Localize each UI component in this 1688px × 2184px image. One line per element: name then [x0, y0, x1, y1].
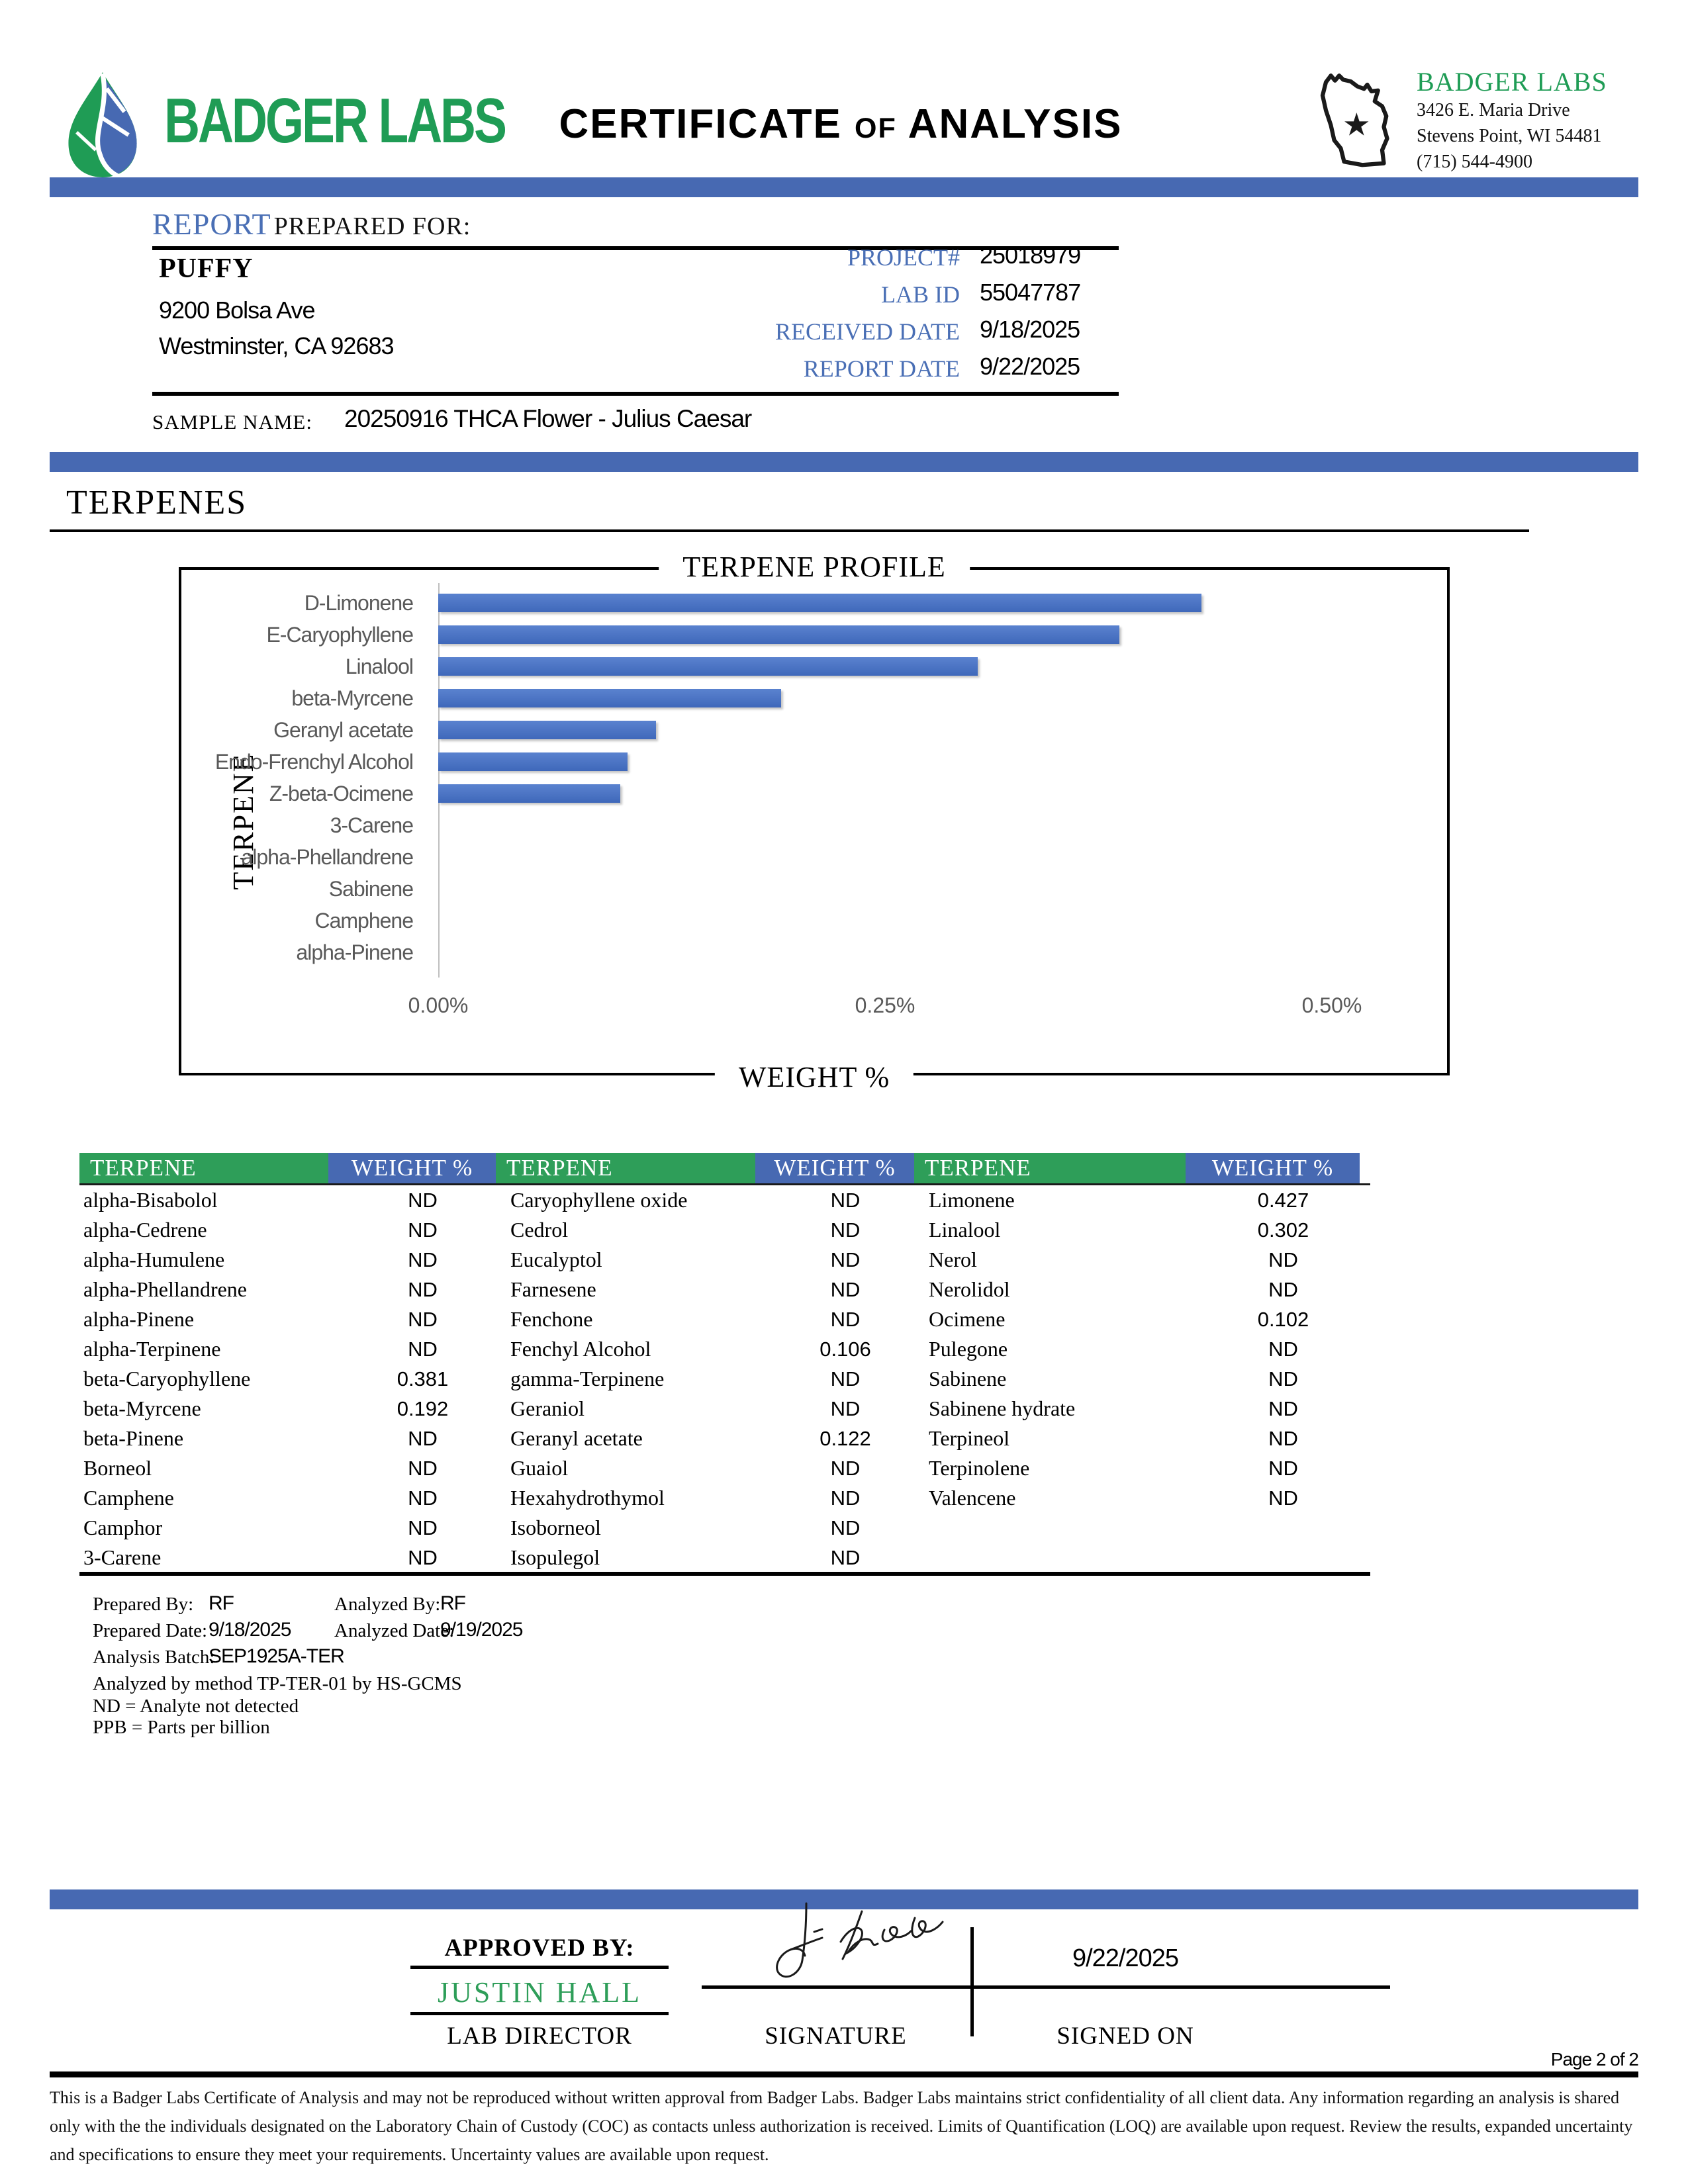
table-row: [79, 1275, 1370, 1304]
terpene-name-cell: beta-Myrcene: [83, 1396, 201, 1420]
terpene-weight-cell: ND: [408, 1486, 438, 1510]
terpene-name-cell: Farnesene: [510, 1277, 596, 1301]
table-header-weight-3: WEIGHT %: [1186, 1153, 1360, 1183]
terpenes-section-title: TERPENES: [66, 484, 248, 522]
terpene-name-cell: alpha-Cedrene: [83, 1218, 207, 1242]
chart-bar: [438, 625, 1119, 644]
terpene-weight-cell: ND: [408, 1427, 438, 1450]
lab-address-line1: 3426 E. Maria Drive: [1417, 100, 1570, 120]
table-header-terpene-1: TERPENE: [79, 1153, 328, 1183]
terpene-name-cell: Fenchyl Alcohol: [510, 1337, 651, 1361]
table-row: [79, 1453, 1370, 1483]
table-bottom-rule: [79, 1572, 1370, 1576]
terpene-name-cell: Nerolidol: [929, 1277, 1010, 1301]
terpene-weight-cell: ND: [408, 1218, 438, 1242]
chart-category-label: Geranyl acetate: [273, 718, 413, 742]
chart-category-label: Camphene: [314, 909, 413, 933]
analysis-batch-label: Analysis Batch:: [93, 1647, 215, 1668]
terpene-results-table: [79, 1153, 1370, 1572]
chart-category-label: D-Limonene: [304, 591, 413, 615]
terpene-weight-cell: ND: [830, 1189, 861, 1212]
project-number-label: PROJECT#: [847, 244, 960, 271]
terpene-name-cell: Limonene: [929, 1188, 1015, 1212]
terpene-weight-cell: ND: [408, 1516, 438, 1539]
terpene-name-cell: Sabinene: [929, 1367, 1007, 1390]
terpene-name-cell: [925, 1513, 1196, 1543]
lab-director-label: LAB DIRECTOR: [447, 2023, 632, 2050]
footer-rule: [50, 2071, 1638, 2077]
table-row: [79, 1185, 1370, 1215]
terpene-weight-cell: ND: [408, 1278, 438, 1301]
received-date-value: 9/18/2025: [980, 316, 1080, 343]
sample-name-value: 20250916 THCA Flower - Julius Caesar: [344, 405, 752, 432]
terpene-weight-cell: 0.102: [1257, 1308, 1309, 1331]
chart-row: [181, 905, 1447, 936]
terpene-name-cell: beta-Pinene: [83, 1426, 184, 1450]
terpene-name-cell: Terpineol: [929, 1426, 1010, 1450]
terpene-weight-cell: ND: [1268, 1367, 1298, 1390]
header-divider-bar: [50, 177, 1638, 197]
terpene-name-cell: Cedrol: [510, 1218, 569, 1242]
terpene-weight-cell: ND: [1268, 1278, 1298, 1301]
chart-category-label: beta-Myrcene: [291, 686, 413, 710]
nd-definition-note: ND = Analyte not detected: [93, 1696, 299, 1717]
chart-bar: [438, 721, 656, 739]
table-row: [79, 1364, 1370, 1394]
lab-contact-card: [1417, 66, 1642, 175]
terpene-weight-cell: 0.302: [1257, 1218, 1309, 1242]
terpene-weight-cell: ND: [830, 1457, 861, 1480]
terpene-weight-cell: ND: [830, 1516, 861, 1539]
terpene-name-cell: Geraniol: [510, 1396, 585, 1420]
terpene-name-cell: Camphor: [83, 1516, 163, 1539]
chart-bar: [438, 752, 628, 771]
terpene-weight-cell: ND: [830, 1367, 861, 1390]
analyzed-date-value: 9/19/2025: [440, 1619, 523, 1641]
terpene-name-cell: Guaiol: [510, 1456, 569, 1480]
brand-wordmark: BADGER LABS: [164, 85, 505, 156]
terpene-weight-cell: ND: [408, 1338, 438, 1361]
terpene-weight-cell: ND: [830, 1218, 861, 1242]
terpenes-title-rule: [50, 529, 1529, 532]
signed-on-label: SIGNED ON: [1056, 2023, 1194, 2050]
terpene-name-cell: Borneol: [83, 1456, 152, 1480]
chart-x-axis-title: WEIGHT %: [715, 1060, 914, 1094]
lab-address-line2: Stevens Point, WI 54481: [1417, 126, 1602, 146]
approved-by-label: APPROVED BY:: [444, 1934, 635, 1962]
terpene-weight-cell: 0.192: [397, 1397, 449, 1420]
analyzed-date-label: Analyzed Date:: [334, 1620, 455, 1641]
footer-disclaimer: This is a Badger Labs Certificate of Analysis and may not be reproduced without written approval from Badger Labs. Badger Labs maintains strict confidentiality of all client data. Any information regarding an analysis is shared only with the the individuals designated on the Laboratory Chain of Custody (COC) as contacts unless authorization is received. Limits of Quantification (LOQ) are available upon request. Review the results, expanded uncertainty and specifications to ensure they meet your requirements. Uncertainty values are available upon request.: [50, 2088, 1633, 2164]
terpene-weight-cell: 0.381: [397, 1367, 449, 1390]
signed-on-date: 9/22/2025: [1072, 1944, 1179, 1972]
table-header-terpene-2: TERPENE: [496, 1153, 755, 1183]
chart-category-label: alpha-Pinene: [296, 940, 413, 964]
chart-category-label: Endo-Frenchyl Alcohol: [214, 750, 413, 774]
signature-label: SIGNATURE: [765, 2023, 907, 2050]
report-heading-rule: [152, 246, 1119, 250]
chart-bar: [438, 657, 978, 676]
chart-row: [181, 619, 1447, 651]
terpene-weight-cell: ND: [1268, 1397, 1298, 1420]
chart-x-tick-label: 0.00%: [408, 993, 469, 1017]
analyzed-by-label: Analyzed By:: [334, 1594, 441, 1615]
table-header-weight-1: WEIGHT %: [328, 1153, 496, 1183]
terpene-name-cell: Geranyl acetate: [510, 1426, 643, 1450]
sample-divider-rule: [152, 392, 1119, 396]
terpene-weight-cell: ND: [1268, 1248, 1298, 1271]
chart-row: [181, 714, 1447, 746]
prepared-by-value: RF: [209, 1592, 234, 1614]
chart-category-label: Z-beta-Ocimene: [269, 782, 413, 805]
table-header-row: [79, 1153, 1370, 1185]
table-row: [79, 1334, 1370, 1364]
report-prepared-for-heading: [152, 206, 471, 242]
terpene-weight-cell: ND: [408, 1248, 438, 1271]
terpene-weight-cell: ND: [408, 1189, 438, 1212]
chart-category-label: Sabinene: [328, 877, 413, 901]
terpene-weight-cell: ND: [1268, 1457, 1298, 1480]
prepared-by-label: Prepared By:: [93, 1594, 194, 1615]
chart-x-tick-label: 0.25%: [855, 993, 915, 1017]
prepared-for-label: PREPARED FOR:: [273, 212, 471, 240]
terpene-weight-cell: ND: [408, 1546, 438, 1569]
prepared-date-label: Prepared Date:: [93, 1620, 208, 1641]
terpene-weight-cell: ND: [830, 1486, 861, 1510]
table-row: [79, 1424, 1370, 1453]
table-row: [79, 1483, 1370, 1513]
terpene-weight-cell: [1196, 1543, 1370, 1572]
terpene-name-cell: gamma-Terpinene: [510, 1367, 665, 1390]
page-number: Page 2 of 2: [1550, 2049, 1638, 2070]
table-header-weight-2: WEIGHT %: [755, 1153, 914, 1183]
chart-row: [181, 682, 1447, 714]
analyzed-by-value: RF: [440, 1592, 465, 1614]
approved-by-rule: [410, 1966, 669, 1969]
terpene-weight-cell: ND: [1268, 1338, 1298, 1361]
terpene-name-cell: alpha-Terpinene: [83, 1337, 221, 1361]
chart-title: TERPENE PROFILE: [659, 550, 970, 584]
client-address-line1: 9200 Bolsa Ave: [159, 296, 315, 324]
chart-category-label: 3-Carene: [330, 813, 413, 837]
terpene-name-cell: beta-Caryophyllene: [83, 1367, 251, 1390]
lab-phone: (715) 544-4900: [1417, 152, 1532, 172]
lab-id-value: 55047787: [980, 279, 1081, 306]
client-address-line2: Westminster, CA 92683: [159, 332, 394, 359]
map-star-icon: ★: [1342, 108, 1371, 143]
chart-row: [181, 651, 1447, 682]
terpene-name-cell: Ocimene: [929, 1307, 1006, 1331]
section-divider-bar: [50, 452, 1638, 472]
approver-name: JUSTIN HALL: [438, 1976, 641, 2009]
terpene-name-cell: Pulegone: [929, 1337, 1008, 1361]
terpene-weight-cell: ND: [830, 1397, 861, 1420]
report-date-value: 9/22/2025: [980, 353, 1080, 380]
terpene-weight-cell: ND: [1268, 1427, 1298, 1450]
client-name: PUFFY: [159, 253, 254, 284]
report-word: REPORT: [152, 207, 271, 241]
terpene-name-cell: Eucalyptol: [510, 1248, 602, 1271]
chart-bar: [438, 689, 781, 707]
table-row: [79, 1394, 1370, 1424]
received-date-label: RECEIVED DATE: [775, 318, 960, 345]
terpene-name-cell: alpha-Phellandrene: [83, 1277, 247, 1301]
terpene-weight-cell: 0.106: [820, 1338, 871, 1361]
table-body: [79, 1185, 1370, 1572]
terpene-weight-cell: 0.122: [820, 1427, 871, 1450]
lab-name: BADGER LABS: [1417, 67, 1607, 97]
terpene-profile-chart: [179, 551, 1450, 1093]
signature-handwriting-icon: [748, 1901, 960, 1990]
chart-row: [181, 587, 1447, 619]
chart-x-tick-label: 0.50%: [1301, 993, 1362, 1017]
table-row: [79, 1304, 1370, 1334]
analysis-batch-value: SEP1925A-TER: [209, 1645, 344, 1667]
document-title: CERTIFICATE of ANALYSIS: [559, 101, 1123, 147]
chart-category-label: alpha-Phellandrene: [241, 845, 413, 869]
prepared-date-value: 9/18/2025: [209, 1619, 291, 1641]
wisconsin-map-icon: [1309, 58, 1409, 184]
terpene-weight-cell: [1196, 1513, 1370, 1543]
terpene-name-cell: 3-Carene: [83, 1545, 162, 1569]
terpene-weight-cell: ND: [830, 1278, 861, 1301]
report-date-label: REPORT DATE: [803, 355, 960, 382]
chart-category-label: Linalool: [345, 655, 413, 678]
terpene-weight-cell: ND: [830, 1248, 861, 1271]
badger-labs-leaf-logo-icon: [50, 69, 156, 179]
terpene-name-cell: Valencene: [929, 1486, 1016, 1510]
chart-row: [181, 778, 1447, 809]
terpene-weight-cell: ND: [830, 1308, 861, 1331]
table-row: [79, 1513, 1370, 1543]
terpene-name-cell: Linalool: [929, 1218, 1001, 1242]
chart-category-label: E-Caryophyllene: [266, 623, 413, 647]
chart-row: [181, 746, 1447, 778]
table-row: [79, 1245, 1370, 1275]
terpene-name-cell: Hexahydrothymol: [510, 1486, 665, 1510]
terpene-name-cell: Camphene: [83, 1486, 174, 1510]
chart-y-axis-title: TERPENE: [222, 737, 264, 905]
method-note: Analyzed by method TP-TER-01 by HS-GCMS: [93, 1673, 462, 1694]
table-row: [79, 1543, 1370, 1572]
terpene-name-cell: alpha-Bisabolol: [83, 1188, 218, 1212]
terpene-name-cell: Nerol: [929, 1248, 977, 1271]
terpene-name-cell: Sabinene hydrate: [929, 1396, 1076, 1420]
terpene-weight-cell: 0.427: [1257, 1189, 1309, 1212]
chart-bar: [438, 594, 1201, 612]
chart-bar: [438, 784, 620, 803]
signature-vertical-divider: [970, 1927, 974, 2036]
sample-name-label: SAMPLE NAME:: [152, 410, 312, 433]
chart-row: [181, 936, 1447, 968]
terpene-weight-cell: ND: [408, 1308, 438, 1331]
terpene-weight-cell: ND: [830, 1546, 861, 1569]
chart-row: [181, 841, 1447, 873]
terpene-weight-cell: ND: [1268, 1486, 1298, 1510]
table-row: [79, 1215, 1370, 1245]
signature-rule: [702, 1985, 1390, 1989]
terpene-name-cell: Isoborneol: [510, 1516, 601, 1539]
lab-id-label: LAB ID: [881, 281, 960, 308]
terpene-name-cell: [925, 1543, 1196, 1572]
terpene-name-cell: Fenchone: [510, 1307, 593, 1331]
terpene-weight-cell: ND: [408, 1457, 438, 1480]
terpene-name-cell: Isopulegol: [510, 1545, 600, 1569]
terpene-name-cell: alpha-Humulene: [83, 1248, 225, 1271]
terpene-name-cell: Terpinolene: [929, 1456, 1030, 1480]
ppb-definition-note: PPB = Parts per billion: [93, 1717, 270, 1738]
approver-rule: [410, 2012, 669, 2015]
chart-row: [181, 809, 1447, 841]
chart-row: [181, 873, 1447, 905]
project-number-value: 25018979: [980, 242, 1081, 269]
terpene-name-cell: Caryophyllene oxide: [510, 1188, 688, 1212]
table-header-terpene-3: TERPENE: [914, 1153, 1186, 1183]
terpene-name-cell: alpha-Pinene: [83, 1307, 195, 1331]
